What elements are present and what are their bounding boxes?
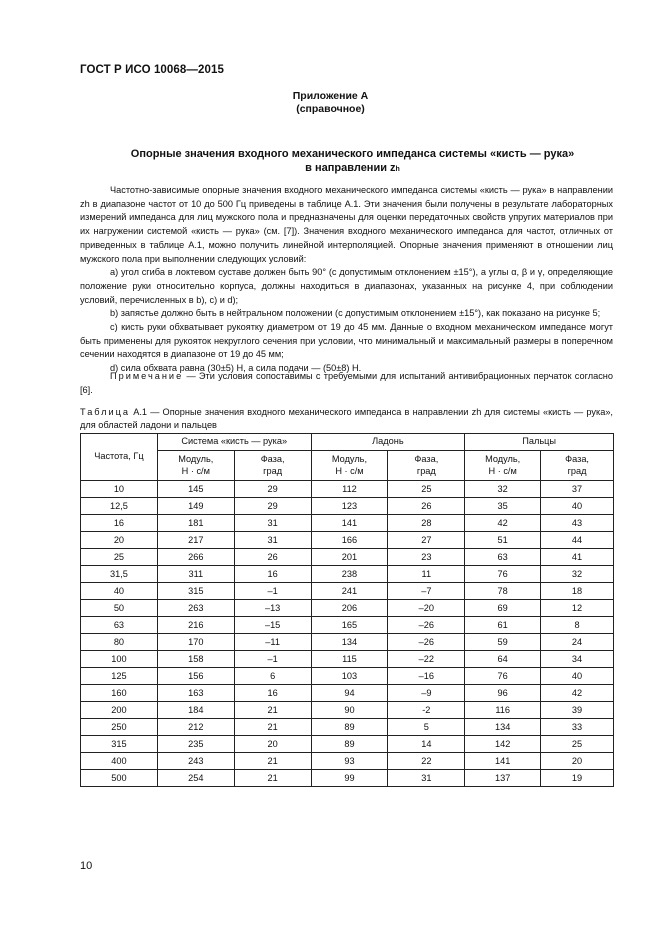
table-cell: 59 — [465, 634, 541, 651]
table-cell: 8 — [541, 617, 614, 634]
table-caption — [80, 406, 613, 432]
table-caption-label: Таблица — [80, 407, 131, 417]
table-cell: 29 — [234, 481, 311, 498]
title-line-2: в направлении zh — [305, 162, 400, 174]
table-row — [81, 515, 614, 532]
note-label: Примечание — [110, 371, 184, 381]
table-cell: 250 — [81, 719, 158, 736]
table-cell: 61 — [465, 617, 541, 634]
table-cell: 78 — [465, 583, 541, 600]
table-cell: 160 — [81, 685, 158, 702]
table-cell: 141 — [465, 753, 541, 770]
table-cell: 21 — [234, 770, 311, 787]
table-cell: 41 — [541, 549, 614, 566]
header-frequency: Частота, Гц — [81, 434, 158, 481]
table-cell: –9 — [388, 685, 465, 702]
table-row — [81, 549, 614, 566]
table-cell: 40 — [541, 498, 614, 515]
table-cell: 39 — [541, 702, 614, 719]
table-cell: 141 — [311, 515, 388, 532]
table-cell: 216 — [157, 617, 234, 634]
table-cell: 31 — [234, 515, 311, 532]
table-cell: –26 — [388, 634, 465, 651]
table-row — [81, 634, 614, 651]
table-cell: 76 — [465, 566, 541, 583]
table-cell: 25 — [81, 549, 158, 566]
table-cell: 21 — [234, 719, 311, 736]
table-cell: 241 — [311, 583, 388, 600]
table-cell: 76 — [465, 668, 541, 685]
table-cell: 64 — [465, 651, 541, 668]
table-cell: 238 — [311, 566, 388, 583]
table-cell: 142 — [465, 736, 541, 753]
table-caption-text: А.1 — Опорные значения входного механического импеданса в направлении zh для системы «кисть — рука», для областей ладони и пальцев — [80, 407, 613, 430]
table-cell: 181 — [157, 515, 234, 532]
table-cell: 149 — [157, 498, 234, 515]
table-cell: –11 — [234, 634, 311, 651]
table-cell: 12,5 — [81, 498, 158, 515]
header-modulus: Модуль, Н · с/м — [157, 451, 234, 481]
header-phase: Фаза, град — [388, 451, 465, 481]
table-cell: 254 — [157, 770, 234, 787]
table-cell: –1 — [234, 651, 311, 668]
header-group-fingers: Пальцы — [465, 434, 614, 451]
table-cell: 100 — [81, 651, 158, 668]
table-row — [81, 617, 614, 634]
table-cell: 26 — [234, 549, 311, 566]
table-cell: 184 — [157, 702, 234, 719]
table-cell: 89 — [311, 719, 388, 736]
table-cell: 166 — [311, 532, 388, 549]
table-cell: 235 — [157, 736, 234, 753]
table-row — [81, 770, 614, 787]
header-modulus: Модуль, Н · с/м — [311, 451, 388, 481]
table-cell: 29 — [234, 498, 311, 515]
table-cell: 24 — [541, 634, 614, 651]
table-cell: 32 — [541, 566, 614, 583]
table-cell: 42 — [465, 515, 541, 532]
table-cell: 311 — [157, 566, 234, 583]
table-row — [81, 736, 614, 753]
table-cell: 206 — [311, 600, 388, 617]
table-cell: –22 — [388, 651, 465, 668]
table-cell: 217 — [157, 532, 234, 549]
table-cell: –7 — [388, 583, 465, 600]
condition-a: а) угол сгиба в локтевом суставе должен быть 90° (с допустимым отклонением ±15°), а углы α, β и γ, определяющие положение руки относительно корпуса, должны находиться в диапазонах, указанных на рисунке 4, при соблюдении условий, перечисленных в b), c) и d); — [80, 267, 613, 305]
table-cell: 170 — [157, 634, 234, 651]
table-cell: 25 — [541, 736, 614, 753]
header-modulus: Модуль, Н · с/м — [465, 451, 541, 481]
table-cell: 400 — [81, 753, 158, 770]
table-row — [81, 583, 614, 600]
table-cell: 158 — [157, 651, 234, 668]
table-cell: 40 — [81, 583, 158, 600]
table-cell: 201 — [311, 549, 388, 566]
table-cell: 103 — [311, 668, 388, 685]
table-cell: 145 — [157, 481, 234, 498]
header-phase: Фаза, град — [541, 451, 614, 481]
table-cell: 33 — [541, 719, 614, 736]
table-cell: 500 — [81, 770, 158, 787]
table-cell: 80 — [81, 634, 158, 651]
table-cell: 156 — [157, 668, 234, 685]
table-cell: 115 — [311, 651, 388, 668]
table-cell: 43 — [541, 515, 614, 532]
table-cell: 31 — [234, 532, 311, 549]
table-cell: 89 — [311, 736, 388, 753]
table-cell: 63 — [81, 617, 158, 634]
table-cell: 243 — [157, 753, 234, 770]
header-phase: Фаза, град — [234, 451, 311, 481]
table-cell: 51 — [465, 532, 541, 549]
standard-header: ГОСТ Р ИСО 10068—2015 — [80, 64, 225, 76]
table-cell: –20 — [388, 600, 465, 617]
table-row — [81, 651, 614, 668]
paragraph-intro: Частотно-зависимые опорные значения входного механического импеданса системы «кисть — рука» в направлении zh в диапазоне частот от 10 до 500 Гц приведены в таблице А.1. Эти значения были получены в результате лабораторных измерений импеданса для лиц мужского пола и предназначены для оценки передаточных свойств упругих материалов при их нагружении системой «кисть — рука» (см. [7]). Значения входного механического импеданса для частот, отличных от приведенных в таблице А.1, можно получить линейной интерполяцией. Опорные значения применяют в отношении лиц мужского пола при выполнении следующих условий: — [80, 185, 613, 264]
table-cell: 16 — [81, 515, 158, 532]
table-cell: 99 — [311, 770, 388, 787]
table-cell: 14 — [388, 736, 465, 753]
table-row — [81, 600, 614, 617]
table-cell: 34 — [541, 651, 614, 668]
table-cell: 315 — [157, 583, 234, 600]
table-cell: 20 — [234, 736, 311, 753]
table-cell: 63 — [465, 549, 541, 566]
table-cell: 44 — [541, 532, 614, 549]
table-cell: -2 — [388, 702, 465, 719]
table-cell: 40 — [541, 668, 614, 685]
table-cell: 19 — [541, 770, 614, 787]
table-cell: 137 — [465, 770, 541, 787]
table-row — [81, 702, 614, 719]
table-cell: 12 — [541, 600, 614, 617]
table-cell: 22 — [388, 753, 465, 770]
table-row — [81, 753, 614, 770]
table-cell: 35 — [465, 498, 541, 515]
condition-c: c) кисть руки обхватывает рукоятку диаметром от 19 до 45 мм. Данные о входном механическом импедансе могут быть применены для рукояток некруглого сечения при условии, что минимальный и максимальный размеры в поперечном сечении находятся в диапазоне от 19 до 45 мм; — [80, 322, 613, 360]
note-text: — Эти условия сопоставимы с требуемыми для испытаний антивибрационных перчаток согласно [6]. — [80, 371, 613, 395]
body-text — [80, 184, 613, 376]
table-cell: –15 — [234, 617, 311, 634]
table-cell: 134 — [311, 634, 388, 651]
table-cell: 31,5 — [81, 566, 158, 583]
table-cell: 20 — [81, 532, 158, 549]
table-cell: 27 — [388, 532, 465, 549]
table-cell: 18 — [541, 583, 614, 600]
table-cell: 21 — [234, 753, 311, 770]
table-cell: 6 — [234, 668, 311, 685]
table-cell: –16 — [388, 668, 465, 685]
annex-title: Приложение А — [292, 90, 369, 102]
table-cell: 69 — [465, 600, 541, 617]
table-cell: 94 — [311, 685, 388, 702]
header-group-palm: Ладонь — [311, 434, 465, 451]
table-row — [81, 685, 614, 702]
table-cell: 123 — [311, 498, 388, 515]
table-cell: –13 — [234, 600, 311, 617]
table-cell: 23 — [388, 549, 465, 566]
table-row — [81, 532, 614, 549]
table-row — [81, 481, 614, 498]
table-cell: 125 — [81, 668, 158, 685]
table-row — [81, 498, 614, 515]
table-cell: –1 — [234, 583, 311, 600]
table-row — [81, 668, 614, 685]
table-row — [81, 719, 614, 736]
table-cell: 26 — [388, 498, 465, 515]
table-cell: 200 — [81, 702, 158, 719]
title-line-1: Опорные значения входного механического импеданса системы «кисть — рука» — [130, 148, 575, 160]
header-group-system: Система «кисть — рука» — [157, 434, 311, 451]
table-cell: 21 — [234, 702, 311, 719]
condition-d: d) сила обхвата равна (30±5) Н, а сила подачи — (50±8) Н. — [110, 363, 362, 374]
annex-type: (справочное) — [296, 103, 365, 115]
table-cell: 134 — [465, 719, 541, 736]
table-cell: 32 — [465, 481, 541, 498]
table-cell: 163 — [157, 685, 234, 702]
note — [80, 370, 613, 397]
annex-heading — [0, 90, 661, 116]
table-cell: 16 — [234, 566, 311, 583]
table-cell: 212 — [157, 719, 234, 736]
table-cell: 16 — [234, 685, 311, 702]
page-number: 10 — [80, 860, 93, 872]
condition-b: b) запястье должно быть в нейтральном положении (с допустимым отклонением ±15°), как показано на рисунке 5; — [110, 308, 601, 319]
table-row — [81, 566, 614, 583]
table-cell: 315 — [81, 736, 158, 753]
table-cell: 25 — [388, 481, 465, 498]
table-cell: 90 — [311, 702, 388, 719]
table-cell: 31 — [388, 770, 465, 787]
table-cell: –26 — [388, 617, 465, 634]
table-cell: 112 — [311, 481, 388, 498]
table-cell: 50 — [81, 600, 158, 617]
table-cell: 165 — [311, 617, 388, 634]
table-cell: 20 — [541, 753, 614, 770]
table-cell: 28 — [388, 515, 465, 532]
table-cell: 5 — [388, 719, 465, 736]
table-cell: 37 — [541, 481, 614, 498]
table-cell: 116 — [465, 702, 541, 719]
table-cell: 42 — [541, 685, 614, 702]
table-body — [81, 481, 614, 787]
table-cell: 93 — [311, 753, 388, 770]
table-cell: 11 — [388, 566, 465, 583]
table-cell: 266 — [157, 549, 234, 566]
table-cell: 263 — [157, 600, 234, 617]
document-title — [80, 147, 625, 177]
table-cell: 10 — [81, 481, 158, 498]
impedance-table — [80, 433, 614, 787]
table-cell: 96 — [465, 685, 541, 702]
